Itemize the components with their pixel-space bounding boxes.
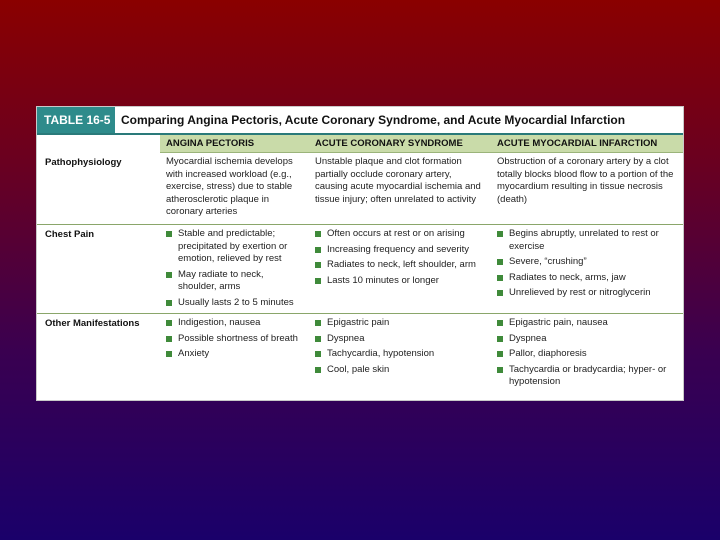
list-item	[315, 317, 485, 330]
list-item-text: Anxiety	[178, 348, 210, 360]
square-bullet-icon	[497, 231, 503, 237]
list-item-text: May radiate to neck, shoulder, arms	[178, 268, 264, 293]
list-item	[166, 333, 303, 346]
column-header-angina: ANGINA PECTORIS	[166, 138, 255, 149]
row-label: Other Manifestations	[45, 318, 140, 329]
bullet-list	[166, 228, 303, 310]
square-bullet-icon	[315, 262, 321, 268]
cell-angina: Myocardial ischemia develops with increased workload (e.g., exercise, stress) due to stable atherosclerotic plaque in coronary arteries	[166, 156, 293, 218]
square-bullet-icon	[315, 278, 321, 284]
list-item	[497, 228, 677, 253]
list-item-text: Unrelieved by rest or nitroglycerin	[509, 287, 651, 299]
bullet-list	[497, 228, 677, 300]
list-item-text: Epigastric pain	[327, 317, 390, 328]
list-item	[166, 348, 303, 361]
row-label: Pathophysiology	[45, 157, 122, 168]
square-bullet-icon	[315, 231, 321, 237]
list-item	[166, 228, 303, 266]
list-item-text: Tachycardia or bradycardia; hyper- or hypotension	[509, 363, 667, 388]
list-item-text: Often occurs at rest or on arising	[327, 228, 465, 239]
square-bullet-icon	[166, 300, 172, 306]
cell-angina	[160, 314, 309, 400]
list-item-text: Pallor, diaphoresis	[509, 348, 587, 360]
square-bullet-icon	[497, 351, 503, 357]
cell-acs: Unstable plaque and clot formation partially occlude coronary artery, causing acute myocardial ischemia and tissue injury; often unrelated to activity	[315, 156, 481, 205]
list-item	[315, 333, 485, 346]
column-header-acs: ACUTE CORONARY SYNDROME	[315, 138, 463, 149]
list-item	[497, 348, 677, 361]
square-bullet-icon	[315, 320, 321, 326]
cell-ami: Obstruction of a coronary artery by a clot totally blocks blood flow to a portion of the myocardium resulting in tissue necrosis (death)	[497, 156, 674, 205]
list-item-text: Cool, pale skin	[327, 363, 390, 375]
square-bullet-icon	[497, 367, 503, 373]
bullet-list	[166, 317, 303, 361]
bullet-list	[315, 228, 485, 287]
list-item-text: Increasing frequency and severity	[327, 243, 470, 255]
list-item-text: Possible shortness of breath	[178, 332, 298, 344]
column-header-ami: ACUTE MYOCARDIAL INFARCTION	[497, 138, 658, 149]
comparison-table	[36, 106, 684, 401]
table-number-label: TABLE 16-5	[37, 107, 115, 133]
list-item-text: Dyspnea	[509, 332, 547, 344]
list-item-text: Radiates to neck, arms, jaw	[509, 271, 626, 283]
table-title-row	[37, 107, 683, 135]
square-bullet-icon	[315, 351, 321, 357]
list-item	[315, 348, 485, 361]
list-item	[166, 297, 303, 310]
square-bullet-icon	[315, 247, 321, 253]
list-item-text: Usually lasts 2 to 5 minutes	[178, 296, 294, 308]
cell-angina	[160, 225, 309, 313]
list-item	[315, 364, 485, 377]
table-title: Comparing Angina Pectoris, Acute Coronary Syndrome, and Acute Myocardial Infarction	[121, 113, 626, 127]
cell-ami	[491, 225, 683, 313]
list-item	[497, 256, 677, 269]
list-item	[497, 333, 677, 346]
square-bullet-icon	[497, 336, 503, 342]
square-bullet-icon	[166, 320, 172, 326]
cell-acs	[309, 314, 491, 400]
list-item	[166, 317, 303, 330]
list-item	[315, 228, 485, 241]
square-bullet-icon	[166, 336, 172, 342]
list-item	[497, 287, 677, 300]
square-bullet-icon	[315, 367, 321, 373]
row-label: Chest Pain	[45, 229, 95, 240]
list-item	[497, 364, 677, 389]
square-bullet-icon	[315, 336, 321, 342]
list-item-text: Radiates to neck, left shoulder, arm	[327, 259, 476, 271]
square-bullet-icon	[166, 351, 172, 357]
list-item-text: Epigastric pain, nausea	[509, 317, 608, 328]
list-item	[497, 317, 677, 330]
square-bullet-icon	[166, 272, 172, 278]
bullet-list	[497, 317, 677, 389]
list-item	[315, 244, 485, 257]
square-bullet-icon	[166, 231, 172, 237]
cell-acs	[309, 225, 491, 313]
square-bullet-icon	[497, 259, 503, 265]
list-item-text: Lasts 10 minutes or longer	[327, 274, 439, 286]
list-item-text: Severe, “crushing”	[509, 256, 587, 268]
list-item	[497, 272, 677, 285]
bullet-list	[315, 317, 485, 376]
table-row-chest-pain	[37, 225, 683, 314]
list-item-text: Indigestion, nausea	[178, 317, 261, 328]
list-item	[166, 269, 303, 294]
table-row-other-manifestations	[37, 314, 683, 400]
square-bullet-icon	[497, 275, 503, 281]
square-bullet-icon	[497, 290, 503, 296]
list-item-text: Stable and predictable; precipitated by exertion or emotion, relieved by rest	[178, 228, 288, 265]
table-row-pathophysiology	[37, 153, 683, 225]
list-item-text: Begins abruptly, unrelated to rest or exercise	[509, 228, 659, 252]
cell-ami	[491, 314, 683, 400]
list-item-text: Tachycardia, hypotension	[327, 348, 435, 360]
square-bullet-icon	[497, 320, 503, 326]
column-header-row	[160, 135, 683, 153]
list-item	[315, 259, 485, 272]
list-item-text: Dyspnea	[327, 332, 365, 344]
list-item	[315, 275, 485, 288]
